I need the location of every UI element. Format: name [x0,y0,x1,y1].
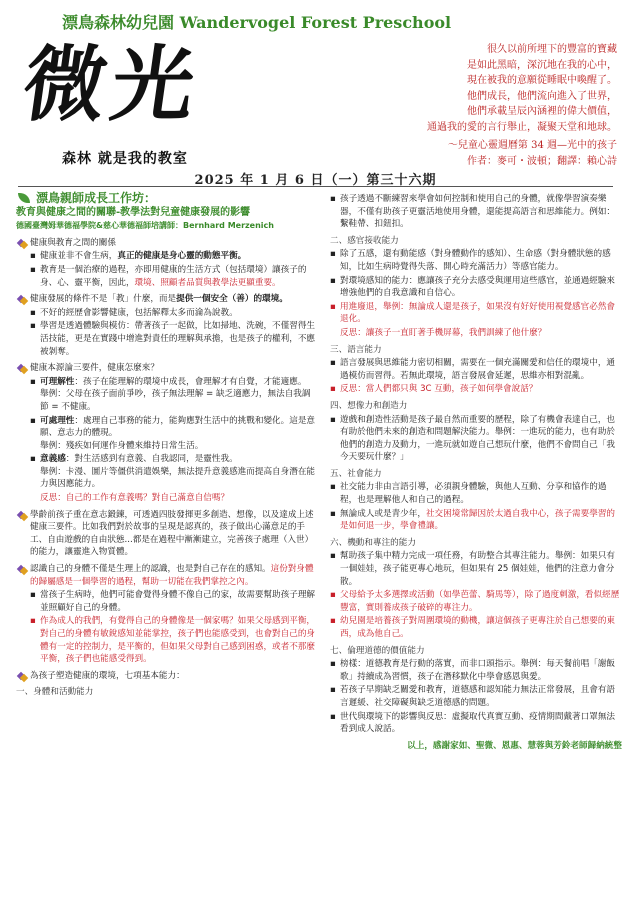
acknowledgement: 以上，感謝家如、聖微、恩惠、慧蓉與芳鈴老師歸納統整 [407,740,622,751]
newsletter-title: 微光 [17,37,207,133]
section: 健康發展的條件不是「教」什麼，而是提供一個安全（善）的環境。 ▪ 不好的經歷會影響健康，包括解釋太多而淪為說教。 ▪ 學習是透過體驗與模仿：帶著孩子一起做，比如掃地、洗碗，不僅習得生活技能，更是在實踐中增進對責任的理解與承擔，也是孩子的權利，不應被剝奪。 [16,293,318,358]
byline: 德國臺灣姆華德福學院&慈心華德福師培講師：Bernhard Merzenich [16,221,274,231]
list-item: ▪ 不好的經歷會影響健康，包括解釋太多而淪為說教。 [30,307,318,320]
list-item: ▪ 學習是透過體驗與模仿：帶著孩子一起做，比如掃地、洗碗，不僅習得生活技能，更是在實踐中增進對責任的理解與承擔，也是孩子的權利，不應被剝奪。 [30,320,318,358]
list-item: ▪ 榜樣：道德教育是行動的落實，而非口頭指示。舉例：每天餐前唱「謝飯歌」持續成為習慣，孩子在潛移默化中學會感恩與愛。 [330,658,622,683]
list-item: ▪ 社交能力非由言語引導，必須親身體驗，與他人互動、分享和協作的過程，也是理解他人和自己的過程。 [330,481,622,506]
section: 為孩子塑造健康的環境，七項基本能力： [16,670,318,683]
list-item: ▪ 語言發展與思維能力密切相關，需要在一個充滿關愛和信任的環境中，通過模仿而習得。若無此環境，語言發展會延遲，思維亦相對混亂。 [330,357,622,382]
article-subtitle: 教育與健康之間的關聯-教學法對兒童健康發展的影響 [16,206,251,218]
subheading: 一、身體和活動能力 [16,687,94,698]
left-column [16,192,318,700]
verse-line: 他們成長，他們流向進入了世界， [467,90,617,102]
list-item: ▪ 當孩子生病時，他們可能會覺得身體不像自己的家，故需要幫助孩子理解並照顧好自己的身體。 [30,589,318,614]
school-name: 漂鳥森林幼兒園 Wandervogel Forest Preschool [62,13,452,32]
verse-line: 是如此黑暗，深沉地在我的心中， [467,59,617,71]
verse-line: 他們承載呈辰內涵裡的偉大價值， [467,106,617,117]
list-item: ▪ 若孩子早期缺乏關愛和教育，道德感和認知能力無法正常發展，且會有語言遲緩、社交障礙與缺乏道德感的問題。 [330,684,622,709]
list-item: ▪ 遊戲和創造性活動是孩子最自然而重要的歷程，除了有機會表達自己，也有助於他們未來的創造和問題解決能力。舉例：一進玩的能力，也有助於他們的創造力及動力，一進玩就如遊自己想玩什麼，他們不會問自己「我今天要玩什麼？」 [330,414,622,464]
list-item: ▪ 除了五感，還有動能感（對身體動作的感知）、生命感（對身體狀態的感知，比如生病時覺得失落、開心時充滿活力）等感官能力。 [330,248,622,273]
subheading: 七、倫理道德的價值能力 [330,645,425,656]
verse-block [287,42,617,169]
issue-date: 2025 年 1 月 6 日（一）第三十六期 [194,173,437,188]
diamond-bullet-icon [17,672,26,681]
subheading: 四、想像力和創造力 [330,400,408,411]
list-item: ▪ 幫助孩子集中精力完成一項任務，有助整合其專注能力。舉例：如果只有一個娃娃，孩子能更專心地玩，但如果有 25 個娃娃，他們的注意力會分散。 [330,550,622,588]
list-item: ▪ 幼兒園是培養孩子對周圍環境的動機，讓這個孩子更專注於自己想要的東西，成為他自己。 [330,615,622,640]
verse-line: 現在被我的意願從睡眠中喚醒了。 [467,75,617,86]
section: 健康本源論三要件，健康怎麼來？ ▪ 可理解性：孩子在能理解的環境中成長，會理解才有自覺，才能適應。 舉例：父母在孩子面前爭吵，孩子無法理解 = 缺乏適應力，無法自我調節 = 不健康。 ▪ 可處理性：處理自己事務的能力，能夠應對生活中的挑戰和變化。這是意願、意志力的體現。 舉例：殘疾如何運作身體來維持日常生活。 ▪ 意義感：對生活感到有意義、自我認同，是靈性我。 舉例：卡漫、圖片等僵供消遣娛樂，無法提升意義感進而提高自身潛在能力與因應能力。 反思：自己的工作有意義嗎？對自己滿意自信嗎？ [16,362,318,505]
column-title: 漂鳥親師成長工作坊： [16,192,318,205]
list-item: ▪ 無論成人或是青少年，社交困境常歸因於太過自我中心，孩子需要學習的是如何退一步，學會禮讓。 [330,508,622,533]
verse-citation: ～兒童心靈週曆第 34 週—光中的孩子 [447,140,617,151]
divider [18,186,613,187]
verse-line: 通過我的愛的言行舉止，凝聚天堂和地球。 [427,121,617,133]
reflection: 反思：自己的工作有意義嗎？對自己滿意自信嗎？ [40,493,230,504]
list-item: ▪ 孩子透過不斷練習來學會如何控制和使用自己的身體，就像學習演奏樂器，不僅有助孩子更靈活地使用身體，還能提高語言和思維能力。例如：繫鞋帶、扣鈕扣。 [330,193,622,231]
subheading: 二、感官接收能力 [330,235,399,246]
verse-line: 很久以前所埋下的豐富的寶藏 [487,44,617,55]
right-column [330,192,622,752]
section: 認識自己的身體不僅是生理上的認識，也是對自己存在的感知。這份對身體的歸屬感是一個學習的過程，幫助一切能在我們掌控之內。 ▪ 當孩子生病時，他們可能會覺得身體不像自己的家，故需要幫助孩子理解並照顧好自己的身體。 ▪ 作為成人的我們，有覺得自己的身體像是一個家嗎？如果父母感到平衡，對自己的身體有敏銳感知並能掌控，孩子們也能感受到，也會對自己的身體有一定的控制力，是平衡的，但如果父母對自己感到困惑，或者不那麼平衡，孩子們也能感受得到。 [16,563,318,666]
diamond-bullet-icon [17,239,26,248]
list-item: ▪ 對環境感知的能力：應讓孩子充分去感受與運用這些感官，並通過經驗來增強他們的自我意識和自信心。 [330,275,622,300]
diamond-bullet-icon [17,565,26,574]
list-item: ▪ 反思：當人們都只與 3C 互動，孩子如何學會說話？ [330,383,622,396]
list-item: ▪ 父母給予太多選擇或活動（如學芭蕾、騎馬等），除了過度刺激，看似經歷豐富，實則養成孩子破碎的專注力。 [330,589,622,614]
subheading: 三、語言能力 [330,344,382,355]
diamond-bullet-icon [17,511,26,520]
diamond-bullet-icon [17,364,26,373]
verse-author: 作者：麥可・波頓；翻譯：賴心詩 [467,155,617,167]
leaf-icon [16,192,32,204]
list-item: ▪ 可處理性：處理自己事務的能力，能夠應對生活中的挑戰和變化。這是意願、意志力的體現。 舉例：殘疾如何運作身體來維持日常生活。 [30,415,318,453]
subheading: 六、機動和專注的能力 [330,537,416,548]
reflection: 反思：讓孩子一直盯著手機屏幕，我們訓練了他什麼？ [340,327,547,338]
list-item: ▪ 意義感：對生活感到有意義、自我認同，是靈性我。 舉例：卡漫、圖片等僵供消遣娛樂，無法提升意義感進而提高自身潛在能力與因應能力。 [30,453,318,491]
motto: 森林 就是我的教室 [62,151,188,167]
diamond-bullet-icon [17,295,26,304]
subheading: 五、社會能力 [330,468,382,479]
list-item: ▪ 可理解性：孩子在能理解的環境中成長，會理解才有自覺，才能適應。 舉例：父母在孩子面前爭吵，孩子無法理解 = 缺乏適應力，無法自我調節 = 不健康。 [30,376,318,414]
section: 學齡前孩子重在意志鍛鍊，可透過四肢發揮更多創造、想像，以及達成上述健康三要件。比如我們對於故事的呈現是認真的，孩子做出心滿意足的手工、自由遊戲的自由狀態...都是在過程中漸漸建立，完善孩子處理（入世）的能力，讓靈進入物質體。 [16,509,318,559]
list-item: ▪ 用進廢退，舉例：無論成人還是孩子，如果沒有好好使用視覺感官必然會退化。 [330,301,622,326]
list-item: ▪ 作為成人的我們，有覺得自己的身體像是一個家嗎？如果父母感到平衡，對自己的身體有敏銳感知並能掌控，孩子們也能感受到，也會對自己的身體有一定的控制力，是平衡的，但如果父母對自己感到困惑，或者不那麼平衡，孩子們也能感受得到。 [30,615,318,665]
list-item: ▪ 健康並非不會生病，真正的健康是身心靈的動態平衡。 [30,250,318,263]
list-item: ▪ 世代與環境下的影響與反思：虛擬取代真實互動、疫情期間戴著口罩無法看到成人說話。 [330,711,622,736]
list-item: ▪ 教育是一個治療的過程，亦即用健康的生活方式（包括環境）讓孩子的身、心、靈平衡，因此，環境、照顧者品質與教學法更顯重要。 [30,264,318,289]
section: 健康與教育之間的關係 ▪ 健康並非不會生病，真正的健康是身心靈的動態平衡。 ▪ 教育是一個治療的過程，亦即用健康的生活方式（包括環境）讓孩子的身、心、靈平衡，因此，環境、照顧者品質與教學法更顯重要。 [16,237,318,289]
